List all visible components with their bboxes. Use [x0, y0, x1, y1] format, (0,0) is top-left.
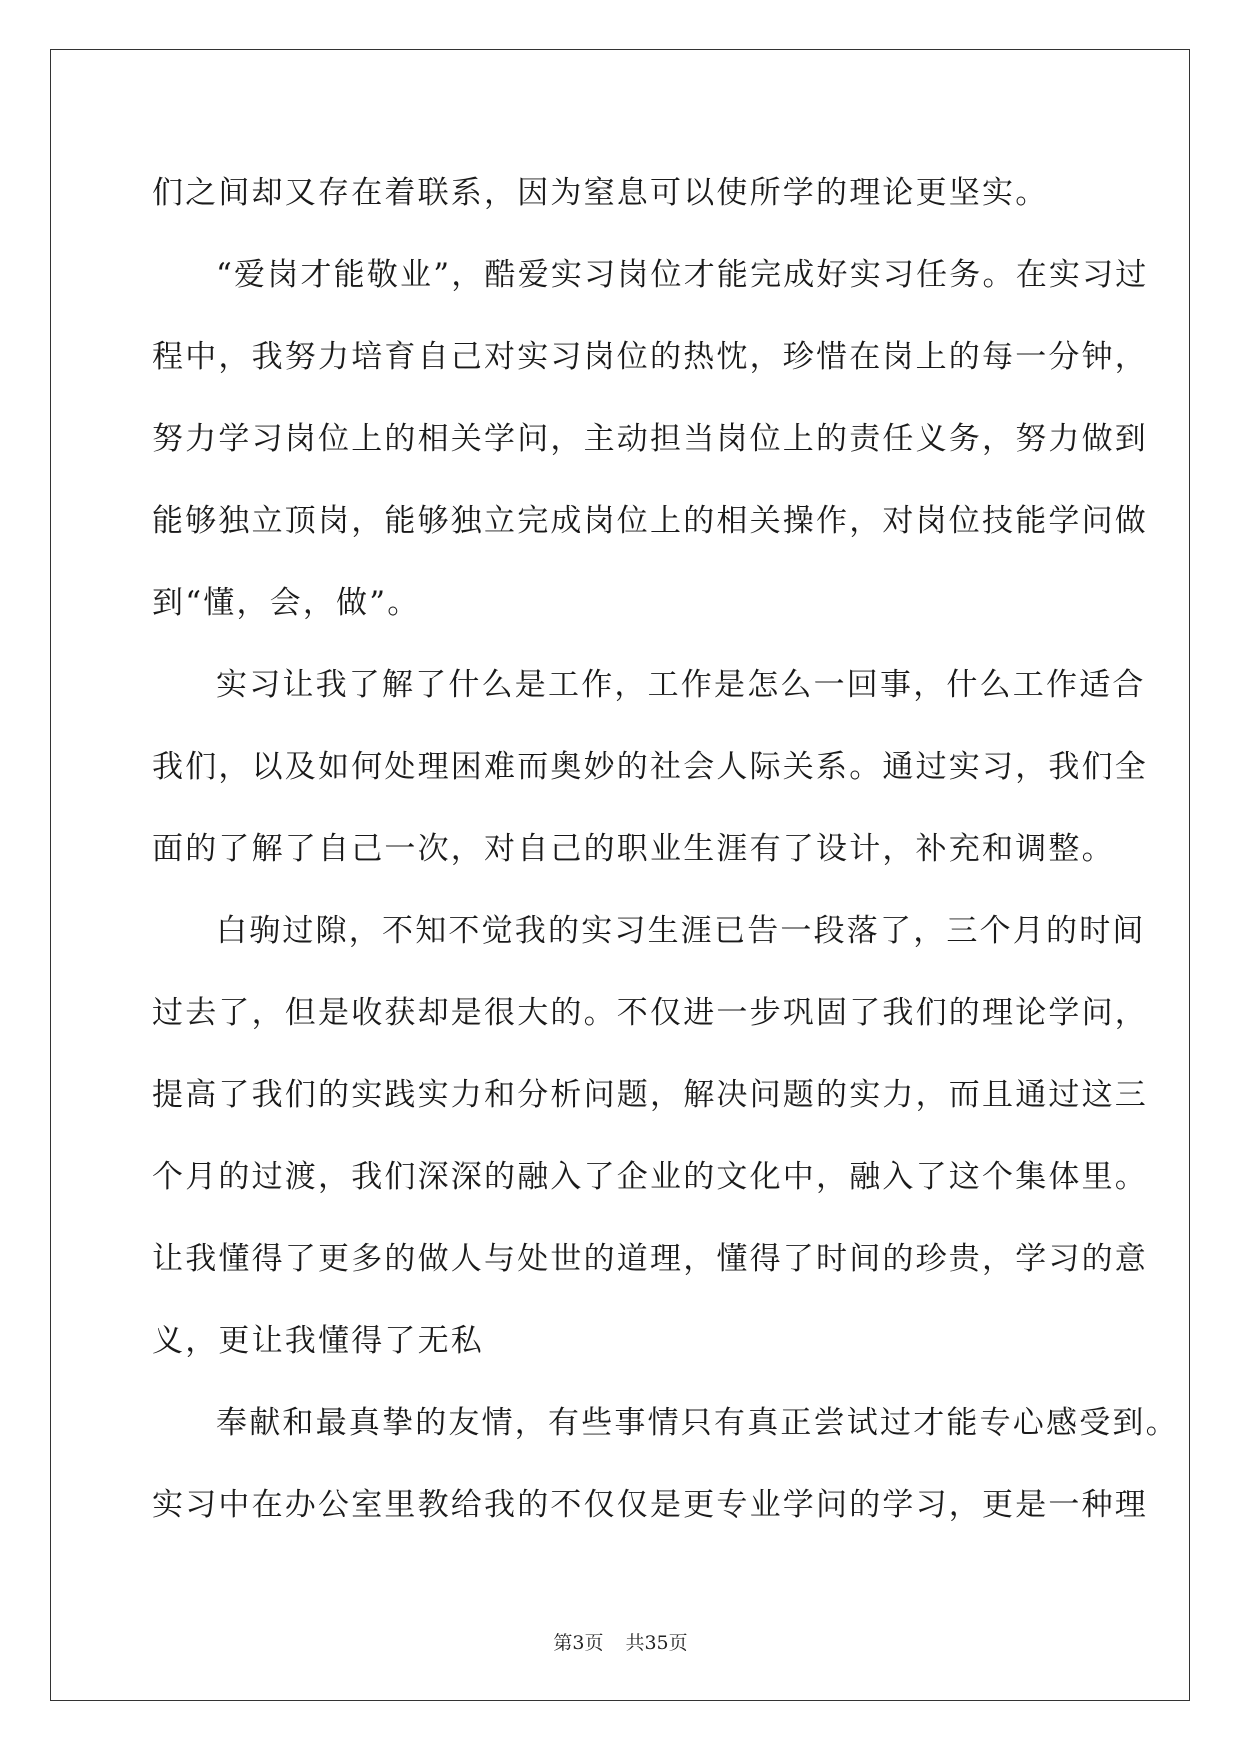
text-line-16: 奉献和最真挚的友情，有些事情只有真正尝试过才能专心感受到。 — [216, 1405, 1179, 1441]
text-line-17: 实习中在办公室里教给我的不仅仅是更专业学问的学习，更是一种理 — [152, 1487, 1148, 1523]
text-line-1: 们之间却又存在着联系，因为窒息可以使所学的理论更坚实。 — [152, 175, 1049, 211]
text-line-12: 提高了我们的实践实力和分析问题，解决问题的实力，而且通过这三 — [152, 1077, 1148, 1113]
text-line-7: 实习让我了解了什么是工作，工作是怎么一回事，什么工作适合 — [216, 667, 1146, 703]
text-line-5: 能够独立顶岗，能够独立完成岗位上的相关操作，对岗位技能学问做 — [152, 503, 1148, 539]
text-line-3: 程中，我努力培育自己对实习岗位的热忱，珍惜在岗上的每一分钟， — [152, 339, 1148, 375]
page-footer — [0, 1628, 1241, 1655]
text-line-10: 白驹过隙，不知不觉我的实习生涯已告一段落了，三个月的时间 — [216, 913, 1146, 949]
total-pages: 共35页 — [625, 1632, 688, 1654]
text-line-8: 我们，以及如何处理困难而奥妙的社会人际关系。通过实习，我们全 — [152, 749, 1148, 785]
text-line-2: “爱岗才能敬业”，酷爱实习岗位才能完成好实习任务。在实习过 — [216, 257, 1149, 293]
document-body — [152, 152, 1179, 1546]
text-line-14: 让我懂得了更多的做人与处世的道理，懂得了时间的珍贵，学习的意 — [152, 1241, 1148, 1277]
text-line-9: 面的了解了自己一次，对自己的职业生涯有了设计，补充和调整。 — [152, 831, 1115, 867]
text-line-4: 努力学习岗位上的相关学问，主动担当岗位上的责任义务，努力做到 — [152, 421, 1148, 457]
text-line-13: 个月的过渡，我们深深的融入了企业的文化中，融入了这个集体里。 — [152, 1159, 1148, 1195]
text-line-11: 过去了，但是收获却是很大的。不仅进一步巩固了我们的理论学问， — [152, 995, 1148, 1031]
text-line-15: 义，更让我懂得了无私 — [152, 1323, 484, 1359]
page-number: 第3页 — [553, 1632, 604, 1654]
text-line-6: 到“懂，会，做”。 — [152, 585, 421, 621]
